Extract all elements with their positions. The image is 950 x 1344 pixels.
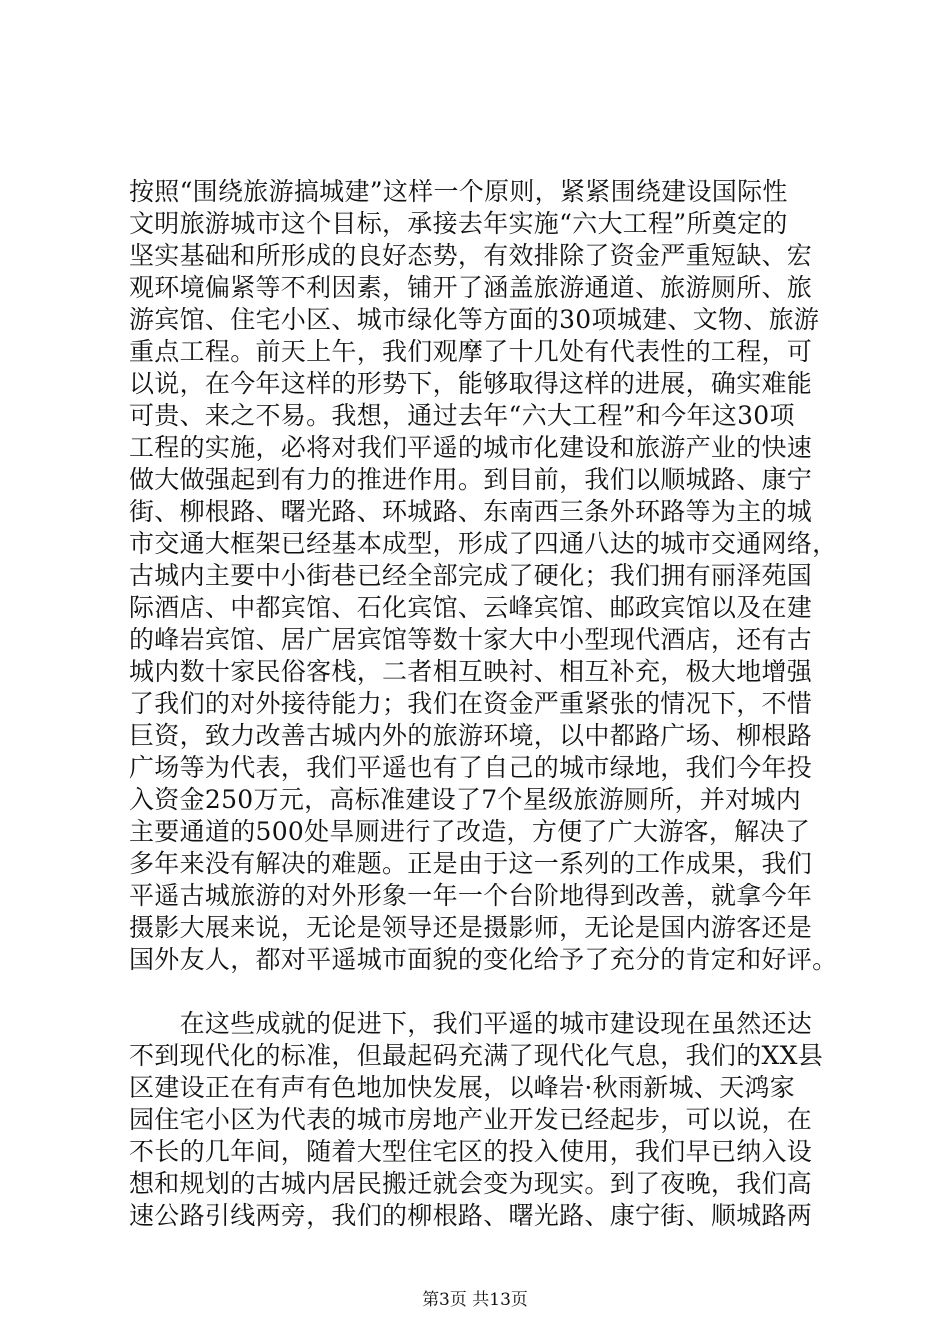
text-line: 了我们的对外接待能力；我们在资金严重紧张的情况下，不惜: [129, 689, 813, 718]
text-line: 做大做强起到有力的推进作用。到目前，我们以顺城路、康宁: [129, 465, 813, 494]
text-line: 观环境偏紧等不利因素，铺开了涵盖旅游通道、旅游厕所、旅: [129, 273, 813, 302]
text-line: 主要通道的500处旱厕进行了改造，方便了广大游客，解决了: [129, 817, 811, 846]
text-line: 游宾馆、住宅小区、城市绿化等方面的30项城建、文物、旅游: [129, 305, 820, 334]
text-line: 按照“围绕旅游搞城建”这样一个原则，紧紧围绕建设国际性: [129, 177, 788, 206]
text-line: 广场等为代表，我们平遥也有了自己的城市绿地，我们今年投: [129, 753, 813, 782]
text-line: 不到现代化的标准，但最起码充满了现代化气息，我们的XX县: [129, 1041, 823, 1070]
text-line: 想和规划的古城内居民搬迁就会变为现实。到了夜晚，我们高: [129, 1169, 813, 1198]
text-line: 工程的实施，必将对我们平遥的城市化建设和旅游产业的快速: [129, 433, 813, 462]
text-line: 市交通大框架已经基本成型，形成了四通八达的城市交通网络，: [129, 529, 838, 558]
text-line: 速公路引线两旁，我们的柳根路、曙光路、康宁街、顺城路两: [129, 1201, 813, 1230]
text-line: 的峰岩宾馆、居广居宾馆等数十家大中小型现代酒店，还有古: [129, 625, 813, 654]
paragraph-1: [129, 176, 838, 976]
text-line: 街、柳根路、曙光路、环城路、东南西三条外环路等为主的城: [129, 497, 813, 526]
text-line: 不长的几年间，随着大型住宅区的投入使用，我们早已纳入设: [129, 1137, 813, 1166]
text-line: 城内数十家民俗客栈，二者相互映衬、相互补充，极大地增强: [129, 657, 813, 686]
text-line: 巨资，致力改善古城内外的旅游环境，以中都路广场、柳根路: [129, 721, 813, 750]
text-line: 平遥古城旅游的对外形象一年一个台阶地得到改善，就拿今年: [129, 881, 813, 910]
text-line: 重点工程。前天上午，我们观摩了十几处有代表性的工程，可: [129, 337, 813, 366]
paragraph-2: [129, 1008, 829, 1232]
paragraph-gap: [129, 976, 829, 1008]
text-line: 以说，在今年这样的形势下，能够取得这样的进展，确实难能: [129, 369, 813, 398]
body-text: [129, 176, 838, 1232]
text-line: 国外友人，都对平遥城市面貌的变化给予了充分的肯定和好评。: [129, 945, 838, 974]
text-line: 多年来没有解决的难题。正是由于这一系列的工作成果，我们: [129, 849, 813, 878]
text-line: 古城内主要中小街巷已经全部完成了硬化；我们拥有丽泽苑国: [129, 561, 813, 590]
text-line: 在这些成就的促进下，我们平遥的城市建设现在虽然还达: [129, 1009, 813, 1038]
text-line: 文明旅游城市这个目标，承接去年实施“六大工程”所奠定的: [129, 209, 788, 238]
text-line: 坚实基础和所形成的良好态势，有效排除了资金严重短缺、宏: [129, 241, 813, 270]
text-line: 际酒店、中都宾馆、石化宾馆、云峰宾馆、邮政宾馆以及在建: [129, 593, 813, 622]
text-line: 入资金250万元，高标准建设了7个星级旅游厕所，并对城内: [129, 785, 802, 814]
text-line: 摄影大展来说，无论是领导还是摄影师，无论是国内游客还是: [129, 913, 813, 942]
text-line: 园住宅小区为代表的城市房地产业开发已经起步，可以说，在: [129, 1105, 813, 1134]
text-line: 可贵、来之不易。我想，通过去年“六大工程”和今年这30项: [129, 401, 795, 430]
page-number-footer: 第3页 共13页: [422, 1290, 528, 1310]
text-line: 区建设正在有声有色地加快发展，以峰岩·秋雨新城、天鸿家: [129, 1073, 796, 1102]
